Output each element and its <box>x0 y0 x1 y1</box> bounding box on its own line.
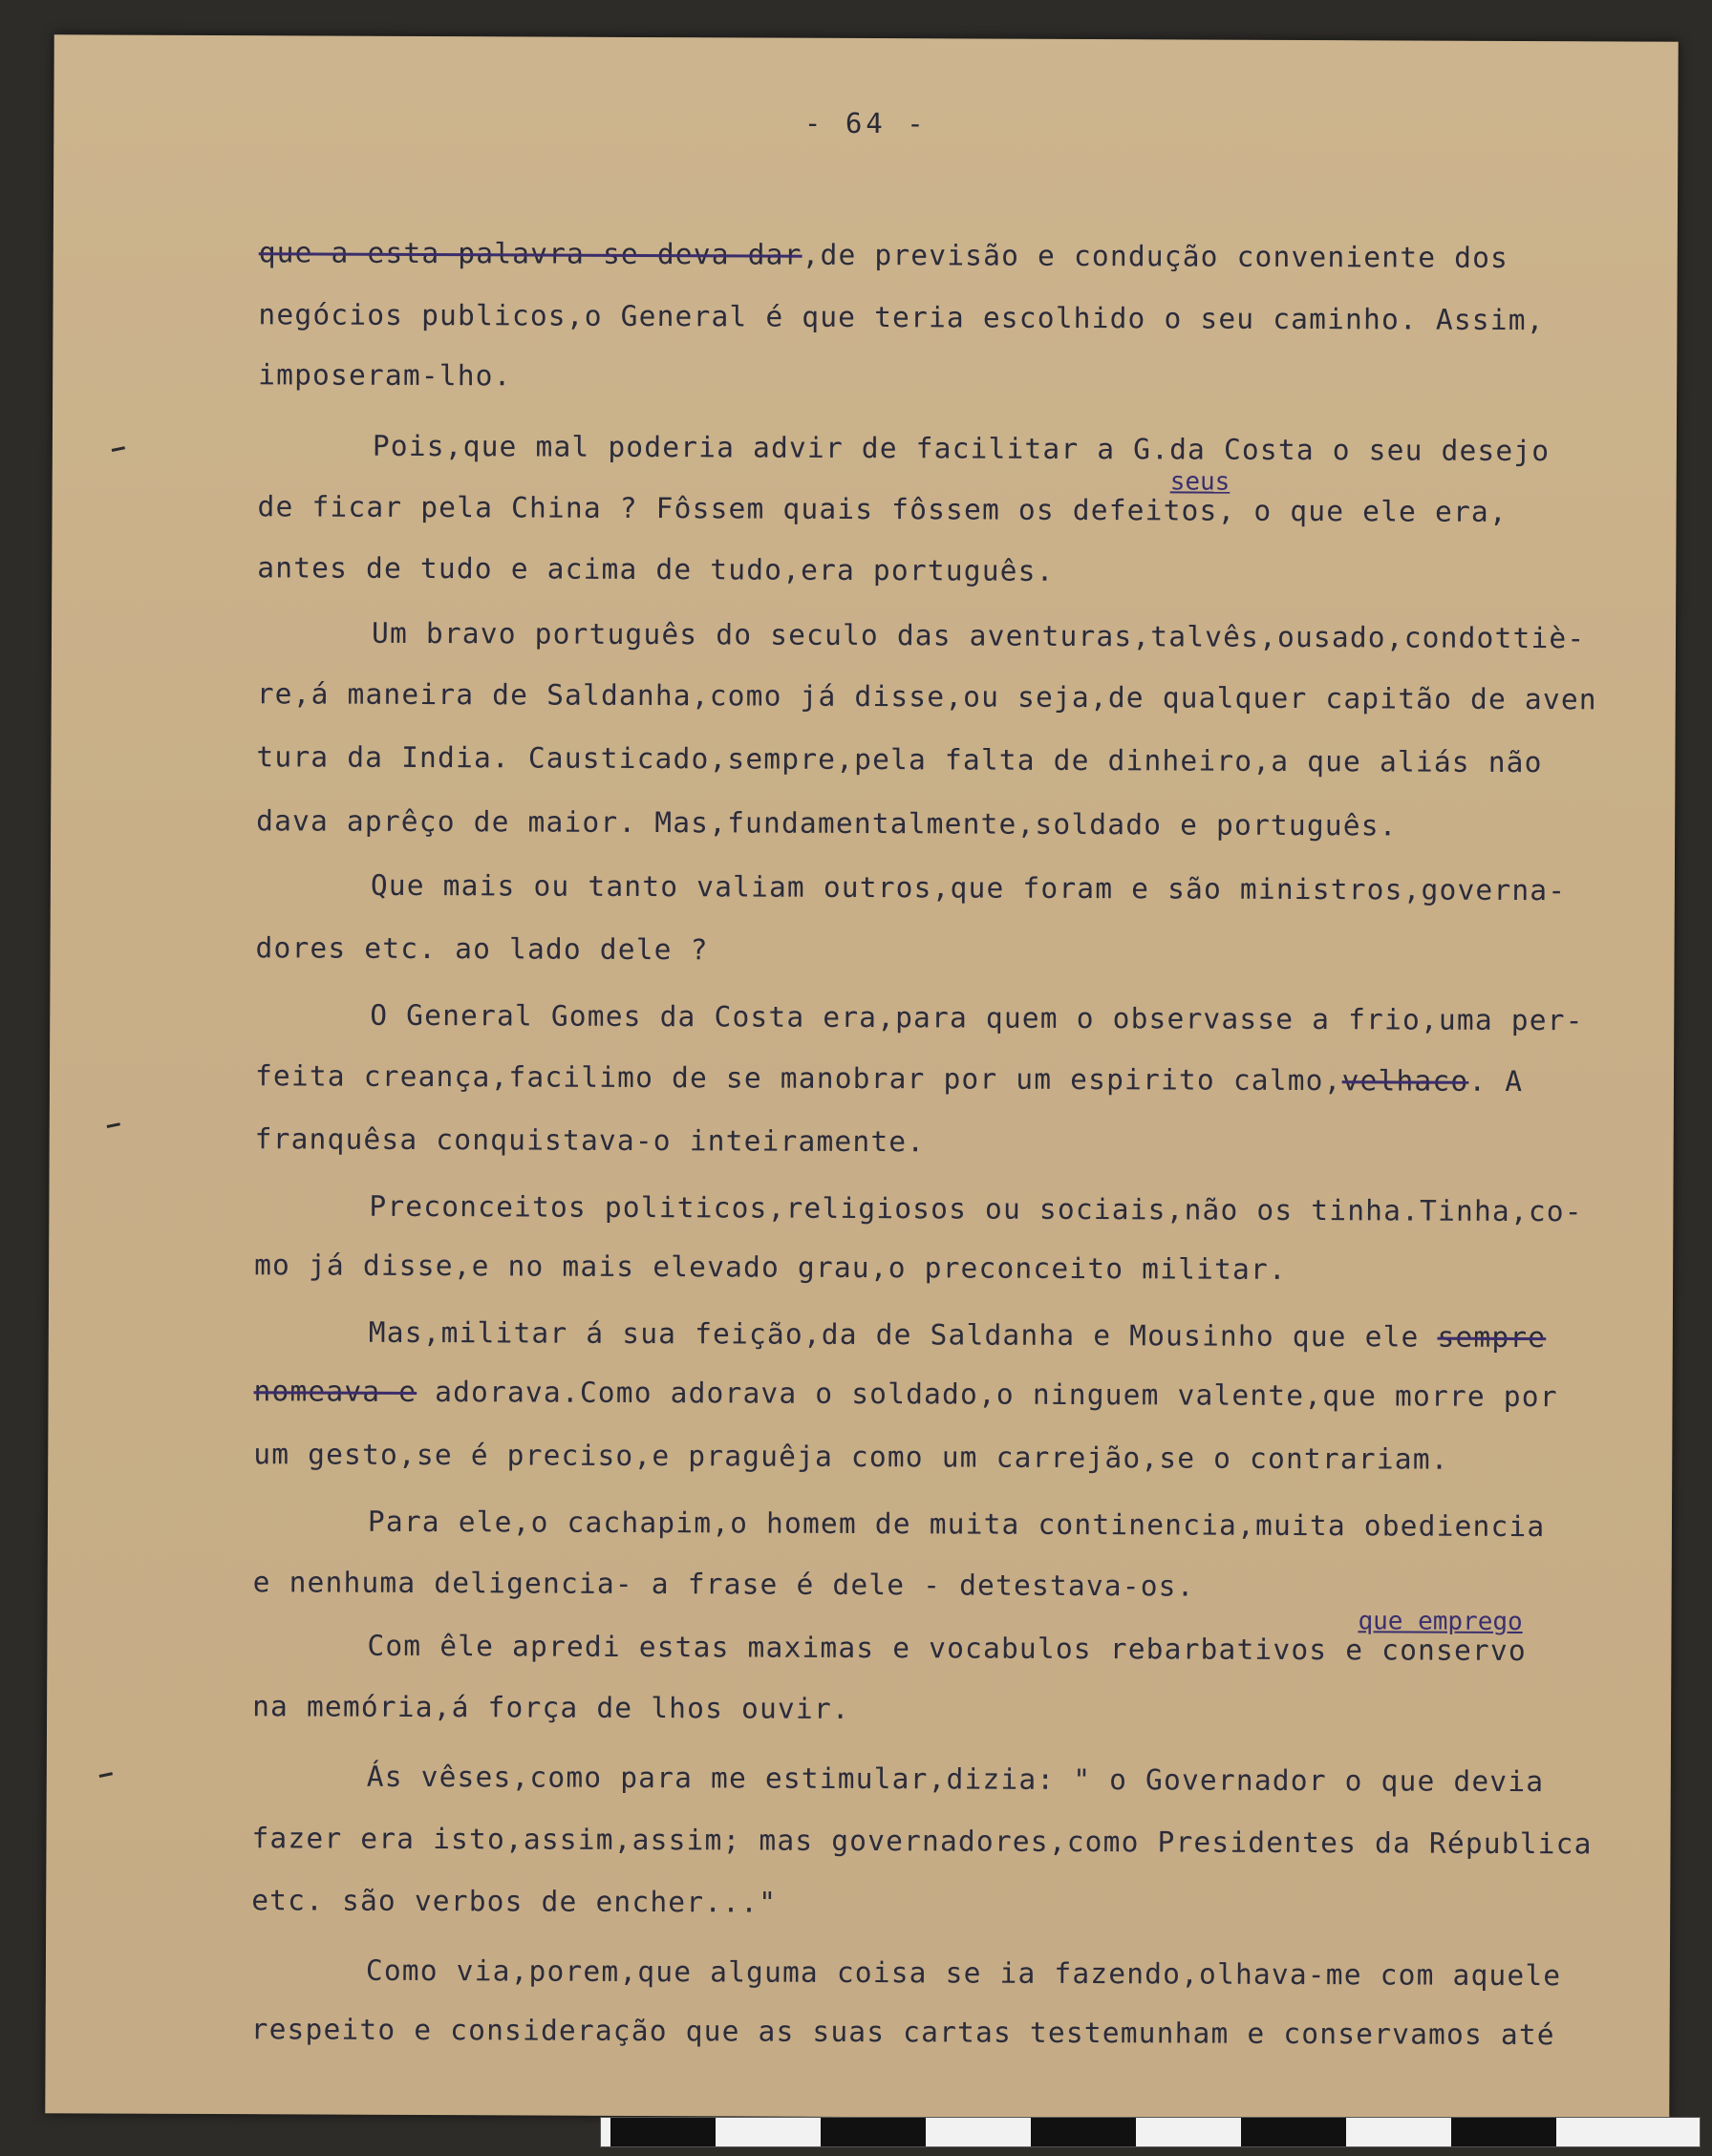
ruler-segment <box>1451 2118 1556 2146</box>
text-line-14 <box>255 1059 1523 1098</box>
struck-text: que a esta palavra se deva dar <box>258 236 802 271</box>
insertion-seus: seus <box>1169 467 1230 497</box>
line-text: feita creança,facilimo de se manobrar por um espirito calmo, <box>254 1059 1342 1098</box>
text-line-21: Para ele,o cachapim,o homem de muita continencia,muita obediencia <box>367 1505 1546 1544</box>
text-line-22: e nenhuma deligencia- a frase é dele - detestava-os. <box>252 1566 1195 1603</box>
line-tail: . A <box>1468 1064 1524 1099</box>
text-line-3: imposeram-lho. <box>258 358 512 393</box>
text-line-8: re,á maneira de Saldanha,como já disse,ou seja,de qualquer capitão de aven <box>256 677 1597 716</box>
text-line-17: mo já disse,e no mais elevado grau,o preconceito militar. <box>254 1249 1287 1286</box>
text-line-20: um gesto,se é preciso,e praguêja como um carrejão,se o contrariam. <box>253 1438 1449 1476</box>
text-line-15: franquêsa conquistava-o inteiramente. <box>254 1122 926 1159</box>
text-line-23: Com êle apredi estas maximas e vocabulos rebarbativos e conservo <box>367 1629 1527 1668</box>
text-line-27: etc. são verbos de encher..." <box>251 1884 778 1919</box>
line-text: ,de previsão e condução conveniente dos <box>802 238 1509 274</box>
text-line-5: de ficar pela China ? Fôssem quais fôssem os defeitos, o que ele era, <box>257 490 1508 528</box>
text-line-9: tura da India. Causticado,sempre,pela falta de dinheiro,a que aliás não <box>256 740 1543 779</box>
text-line-25: Ás vêses,como para me estimular,dizia: " o Governador o que devia <box>366 1760 1545 1799</box>
margin-tick-mark <box>107 1122 120 1128</box>
line-text: adorava.Como adorava o soldado,o ninguem valente,que morre por <box>417 1375 1558 1414</box>
line-text: Mas,militar á sua feição,da de Saldanha e Mousinho que ele <box>368 1315 1438 1354</box>
struck-text: sempre <box>1437 1320 1547 1355</box>
document-page <box>45 34 1678 2120</box>
text-line-1 <box>259 236 1509 274</box>
insertion-que-emprego: que emprego <box>1358 1607 1523 1637</box>
text-line-7: Um bravo português do seculo das aventuras,talvês,ousado,condottiè- <box>371 616 1586 655</box>
text-line-19 <box>253 1375 1557 1413</box>
text-line-2: negócios publicos,o General é que teria escolhido o seu caminho. Assim, <box>258 298 1545 337</box>
margin-tick-mark <box>99 1772 113 1778</box>
struck-text: velhaco <box>1341 1064 1469 1098</box>
margin-tick-mark <box>112 446 125 452</box>
ruler-segment <box>1031 2118 1136 2146</box>
ruler-segment <box>1241 2118 1346 2146</box>
text-line-4: Pois,que mal poderia advir de facilitar a G.da Costa o seu desejo <box>372 429 1551 468</box>
text-line-16: Preconceitos politicos,religiosos ou sociais,não os tinha.Tinha,co- <box>369 1189 1583 1228</box>
ruler-segment <box>610 2118 716 2146</box>
ruler-segment <box>821 2118 926 2146</box>
scale-ruler <box>600 2117 1701 2147</box>
text-line-18 <box>369 1316 1547 1354</box>
text-line-6: antes de tudo e acima de tudo,era português. <box>257 551 1055 587</box>
text-line-24: na memória,á força de lhos ouvir. <box>252 1690 850 1725</box>
page-number: - 64 - <box>803 106 928 140</box>
text-line-26: fazer era isto,assim,assim; mas governadores,como Presidentes da Républica <box>251 1822 1593 1861</box>
text-line-28: Como via,porem,que alguma coisa se ia fazendo,olhava-me com aquele <box>365 1953 1562 1993</box>
text-line-11: Que mais ou tanto valiam outros,que foram e são ministros,governa- <box>370 868 1567 907</box>
struck-text: nomeava e <box>253 1375 417 1408</box>
text-line-10: dava aprêço de maior. Mas,fundamentalmente,soldado e português. <box>256 804 1398 843</box>
text-line-13: O General Gomes da Costa era,para quem o observasse a frio,uma per- <box>370 998 1584 1037</box>
text-line-12: dores etc. ao lado dele ? <box>255 931 709 967</box>
text-line-29: respeito e consideração que as suas cartas testemunham e conservamos até <box>250 2013 1555 2052</box>
